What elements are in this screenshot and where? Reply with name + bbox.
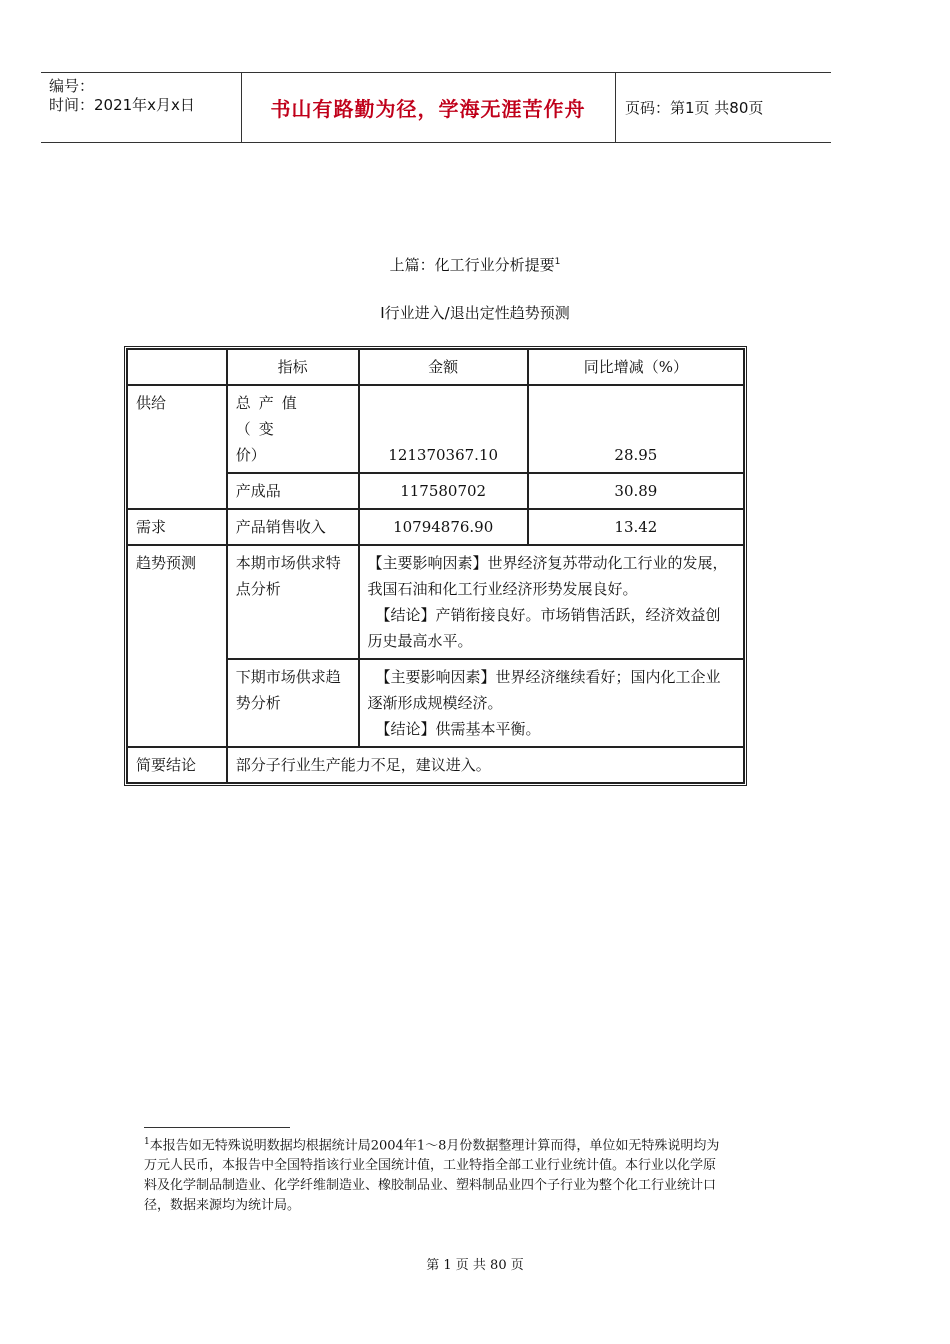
table-row bbox=[127, 747, 744, 783]
header-meta bbox=[49, 77, 195, 115]
footnote-text: 本报告如无特殊说明数据均根据统计局2004年1～8月份数据整理计算而得，单位如无特殊说明均为万元人民币，本报告中全国特指该行业全国统计值，工业特指全部工业行业统计值。本行业以化学原料及化学制品制造业、化学纤维制造业、橡胶制品业、塑料制品业四个子行业为整个化工行业统计口径，数据来源均为统计局。 bbox=[144, 1138, 720, 1214]
indicator-line: 总产值（变 bbox=[235, 394, 305, 438]
page-header bbox=[41, 72, 831, 143]
footnote-reference: 1 bbox=[554, 257, 561, 267]
change-cell: 13.42 bbox=[528, 509, 744, 545]
header-divider bbox=[615, 73, 616, 142]
analysis-factors: 【主要影响因素】世界经济复苏带动化工行业的发展，我国石油和化工行业经济形势发展良好。 bbox=[367, 554, 728, 598]
footnote bbox=[144, 1132, 724, 1216]
header-page-info: 页码：第1页 共80页 bbox=[625, 99, 764, 117]
analysis-label-cell: 本期市场供求特点分析 bbox=[227, 545, 359, 659]
document-title bbox=[0, 254, 950, 275]
category-cell-supply: 供给 bbox=[127, 385, 227, 509]
indicator-cell: 产成品 bbox=[227, 473, 359, 509]
table-header-cell: 同比增减（%） bbox=[528, 349, 744, 385]
change-cell: 28.95 bbox=[528, 385, 744, 473]
table-header-cell: 金额 bbox=[359, 349, 528, 385]
document-title-text: 上篇：化工行业分析提要 bbox=[389, 256, 555, 274]
document-number-label: 编号： bbox=[49, 77, 95, 95]
analysis-conclusion: 【结论】供需基本平衡。 bbox=[375, 720, 541, 738]
category-cell-trend: 趋势预测 bbox=[127, 545, 227, 747]
table-header-cell: 指标 bbox=[227, 349, 359, 385]
summary-text-cell: 部分子行业生产能力不足，建议进入。 bbox=[227, 747, 744, 783]
category-cell-summary: 简要结论 bbox=[127, 747, 227, 783]
forecast-table bbox=[124, 346, 747, 786]
footnote-marker: 1 bbox=[144, 1137, 150, 1147]
indicator-line: 价） bbox=[235, 446, 266, 464]
analysis-factors: 【主要影响因素】世界经济继续看好；国内化工企业逐渐形成规模经济。 bbox=[367, 668, 721, 712]
table-row bbox=[127, 545, 744, 659]
category-cell-demand: 需求 bbox=[127, 509, 227, 545]
page-footer: 第 1 页 共 80 页 bbox=[426, 1258, 524, 1273]
amount-cell: 10794876.90 bbox=[359, 509, 528, 545]
amount-cell: 117580702 bbox=[359, 473, 528, 509]
table-header-row bbox=[127, 349, 744, 385]
indicator-cell: 产品销售收入 bbox=[227, 509, 359, 545]
analysis-text-cell bbox=[359, 545, 744, 659]
footnote-divider bbox=[144, 1127, 290, 1128]
analysis-conclusion: 【结论】产销衔接良好。市场销售活跃，经济效益创历史最高水平。 bbox=[367, 606, 721, 650]
table-row bbox=[127, 385, 744, 473]
table-row bbox=[127, 509, 744, 545]
analysis-text-cell bbox=[359, 659, 744, 747]
header-motto: 书山有路勤为径，学海无涯苦作舟 bbox=[270, 97, 586, 121]
section-title: I行业进入/退出定性趋势预测 bbox=[380, 304, 570, 322]
change-cell: 30.89 bbox=[528, 473, 744, 509]
indicator-cell bbox=[227, 385, 359, 473]
amount-cell: 121370367.10 bbox=[359, 385, 528, 473]
document-time-label: 时间：2021年x月x日 bbox=[49, 96, 195, 114]
table-header-cell bbox=[127, 349, 227, 385]
analysis-label-cell: 下期市场供求趋势分析 bbox=[227, 659, 359, 747]
